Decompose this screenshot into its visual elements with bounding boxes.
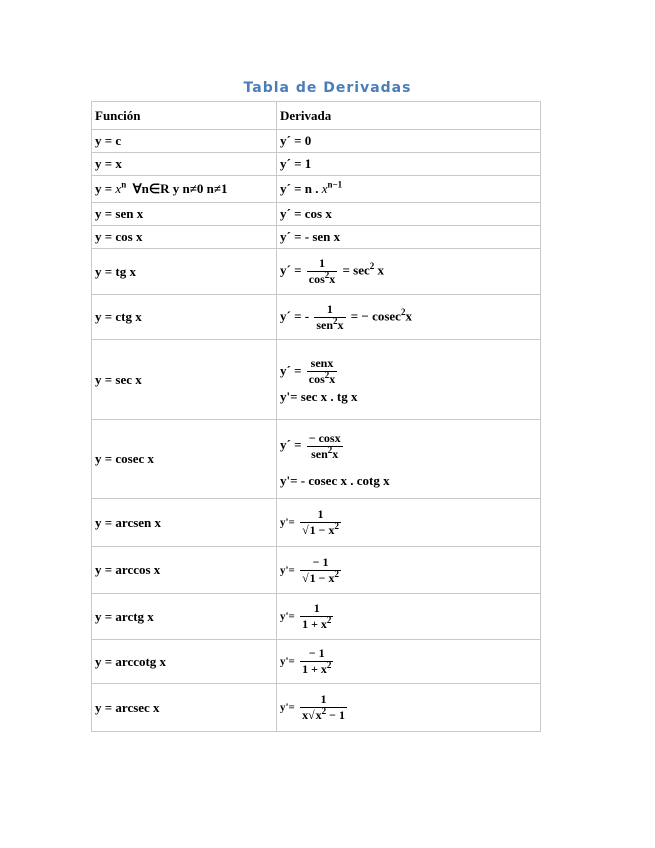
fraction bbox=[300, 507, 341, 538]
denominator-text: 1 + x bbox=[302, 617, 327, 631]
numerator: − 1 bbox=[300, 555, 341, 571]
derivative-cell: y´ = 1 bbox=[277, 153, 541, 176]
derivative-suffix: = − cosec bbox=[350, 307, 401, 323]
table-row bbox=[92, 203, 541, 226]
derivative-cell bbox=[277, 420, 541, 499]
numerator: − cosx bbox=[308, 430, 341, 445]
exponent: 2 bbox=[369, 261, 375, 272]
table-row bbox=[92, 295, 541, 340]
numerator: 1 bbox=[300, 507, 341, 523]
root-sign: √ bbox=[302, 523, 309, 537]
denominator bbox=[307, 444, 343, 462]
numerator: 1 bbox=[307, 256, 338, 272]
numerator: − 1 bbox=[300, 646, 333, 662]
denominator bbox=[300, 523, 341, 538]
derivative-cell: y´ = - sen x bbox=[277, 226, 541, 249]
denominator-text: x bbox=[302, 708, 309, 722]
denominator bbox=[300, 617, 333, 632]
derivative-prefix: y'= bbox=[280, 516, 295, 529]
derivative-cell: y´ = cos x bbox=[277, 203, 541, 226]
derivative-cell bbox=[277, 594, 541, 640]
derivative-cell bbox=[277, 340, 541, 420]
denominator-text: sen bbox=[311, 446, 328, 461]
radicand: x bbox=[315, 708, 322, 722]
exponent: n−1 bbox=[327, 179, 343, 190]
derivative-prefix: y´ = n . bbox=[280, 181, 322, 196]
denominator bbox=[300, 662, 333, 677]
function-cell: y = arcsec x bbox=[92, 684, 277, 732]
derivative-cell bbox=[277, 499, 541, 547]
function-cell: y = arctg x bbox=[92, 594, 277, 640]
fraction bbox=[307, 256, 338, 287]
exponent: 2 bbox=[324, 370, 330, 381]
denominator-text: cos bbox=[308, 372, 325, 387]
numerator: 1 bbox=[314, 302, 345, 318]
derivative-suffix: x bbox=[405, 307, 412, 323]
exponent: 2 bbox=[321, 706, 327, 716]
variable-x: x bbox=[321, 181, 328, 196]
header-funcion: Función bbox=[92, 102, 277, 130]
exponent: 2 bbox=[334, 521, 340, 531]
function-cell: y = arcsen x bbox=[92, 499, 277, 547]
fraction bbox=[307, 356, 338, 387]
derivative-suffix: = sec bbox=[342, 262, 370, 278]
header-derivada: Derivada bbox=[277, 102, 541, 130]
table-row bbox=[92, 249, 541, 295]
table-row bbox=[92, 640, 541, 684]
numerator: senx bbox=[307, 356, 338, 372]
denominator-text: − 1 bbox=[326, 708, 346, 722]
derivative-cell bbox=[277, 176, 541, 203]
root-sign: √ bbox=[302, 570, 309, 585]
numerator: 1 bbox=[300, 692, 347, 708]
table-row bbox=[92, 594, 541, 640]
denominator bbox=[300, 568, 341, 586]
function-cell: y = ctg x bbox=[92, 295, 277, 340]
derivative-cell bbox=[277, 295, 541, 340]
function-cell: y = sec x bbox=[92, 340, 277, 420]
derivative-prefix: y'= bbox=[280, 701, 295, 714]
exponent: n bbox=[121, 179, 127, 190]
function-cell: y = cos x bbox=[92, 226, 277, 249]
fraction bbox=[300, 692, 347, 723]
function-cell: y = sen x bbox=[92, 203, 277, 226]
function-cell: y = cosec x bbox=[92, 420, 277, 499]
derivative-prefix: y'= bbox=[280, 610, 295, 623]
table-row bbox=[92, 547, 541, 594]
denominator bbox=[307, 272, 338, 287]
derivative-suffix: x bbox=[377, 262, 385, 278]
denominator-text: sen bbox=[316, 317, 333, 332]
radicand: 1 − x bbox=[309, 570, 335, 585]
denominator-text: x bbox=[337, 317, 344, 332]
function-cell: y = arccotg x bbox=[92, 640, 277, 684]
table-row bbox=[92, 130, 541, 153]
variable-x: x bbox=[115, 181, 122, 196]
derivative-cell bbox=[277, 684, 541, 732]
table-row bbox=[92, 153, 541, 176]
fraction bbox=[314, 302, 345, 333]
numerator: 1 bbox=[300, 601, 333, 617]
denominator-text: 1 + x bbox=[302, 662, 327, 676]
radicand: 1 − x bbox=[309, 523, 335, 537]
derivative-prefix: y'= bbox=[280, 655, 295, 668]
alternate-derivative: y'= - cosec x . cotg x bbox=[280, 473, 390, 488]
function-condition: ∀n∈R y n≠0 n≠1 bbox=[132, 181, 228, 196]
function-cell: y = x bbox=[92, 153, 277, 176]
denominator-text: x bbox=[332, 446, 339, 461]
page-title: Tabla de Derivadas bbox=[243, 80, 412, 96]
table-row bbox=[92, 176, 541, 203]
denominator bbox=[314, 315, 345, 333]
denominator bbox=[300, 708, 347, 723]
function-cell: y = c bbox=[92, 130, 277, 153]
table-row bbox=[92, 420, 541, 499]
table-row bbox=[92, 684, 541, 732]
root-sign: √ bbox=[308, 708, 315, 722]
derivative-prefix: y´ = bbox=[280, 362, 302, 378]
table-row bbox=[92, 226, 541, 249]
exponent: 2 bbox=[327, 444, 333, 455]
alternate-derivative: y'= sec x . tg x bbox=[280, 388, 358, 404]
function-prefix: y = bbox=[95, 181, 116, 196]
derivative-cell bbox=[277, 547, 541, 594]
exponent: 2 bbox=[334, 568, 340, 579]
denominator-text: x bbox=[329, 372, 336, 387]
table-row bbox=[92, 340, 541, 420]
exponent: 2 bbox=[324, 270, 330, 280]
fraction bbox=[300, 601, 333, 632]
fraction bbox=[307, 431, 343, 462]
denominator-text: x bbox=[329, 272, 336, 286]
denominator bbox=[307, 372, 338, 387]
derivative-cell: y´ = 0 bbox=[277, 130, 541, 153]
fraction bbox=[300, 555, 341, 586]
function-cell bbox=[92, 176, 277, 203]
derivative-prefix: y'= bbox=[280, 563, 295, 576]
derivative-prefix: y´ = - bbox=[280, 307, 310, 323]
denominator-text: cos bbox=[308, 272, 325, 286]
exponent: 2 bbox=[333, 315, 338, 326]
exponent: 2 bbox=[400, 306, 406, 317]
table-header-row bbox=[92, 102, 541, 130]
table-row bbox=[92, 499, 541, 547]
derivative-prefix: y´ = bbox=[280, 437, 302, 452]
exponent: 2 bbox=[326, 660, 332, 670]
exponent: 2 bbox=[326, 615, 332, 625]
derivative-prefix: y´ = bbox=[280, 262, 302, 278]
function-cell: y = arccos x bbox=[92, 547, 277, 594]
fraction bbox=[300, 646, 333, 677]
derivatives-table bbox=[91, 101, 541, 732]
derivative-cell bbox=[277, 640, 541, 684]
derivative-cell bbox=[277, 249, 541, 295]
function-cell: y = tg x bbox=[92, 249, 277, 295]
